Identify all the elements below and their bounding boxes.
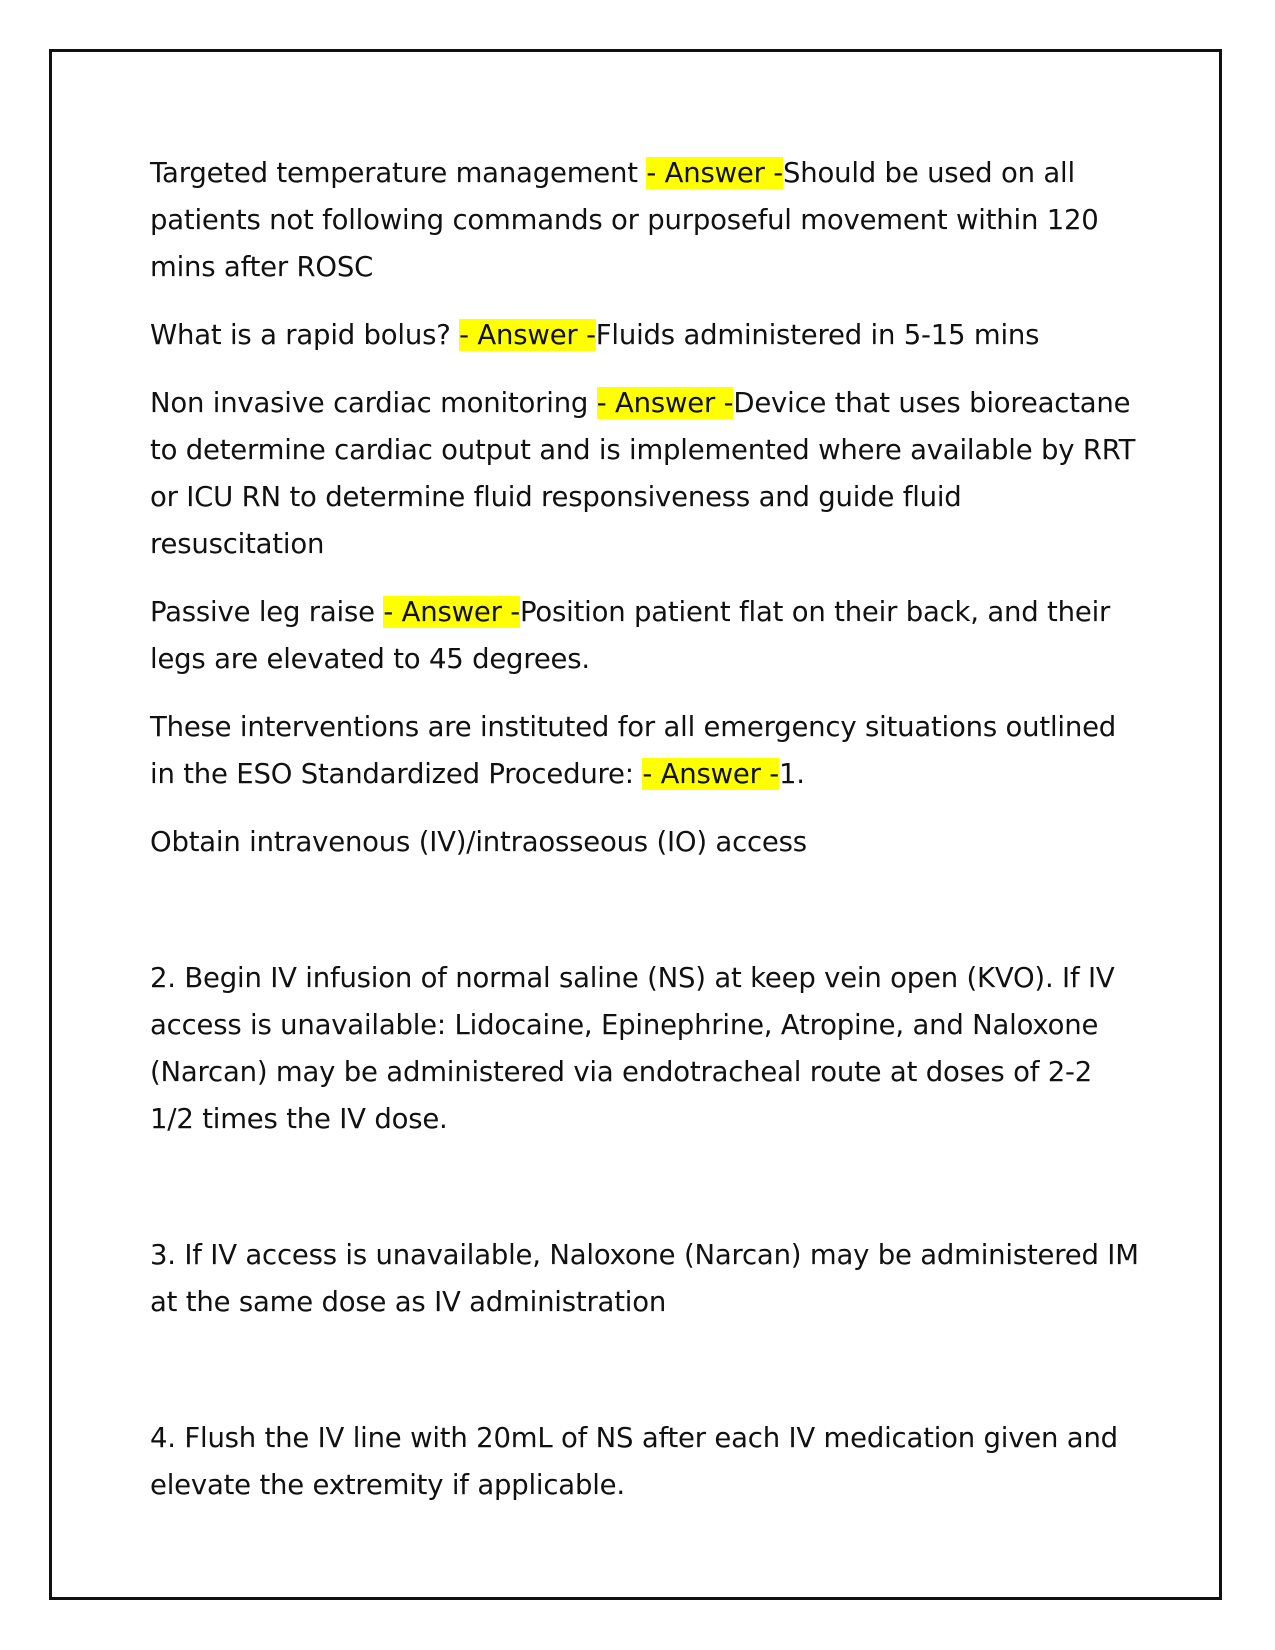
answer-marker: - Answer - [459, 319, 596, 351]
flashcard [150, 312, 1140, 359]
continuation-step: 4. Flush the IV line with 20mL of NS after each IV medication given and elevate the extremity if applicable. [150, 1422, 1118, 1501]
answer-text: 1. [779, 758, 805, 790]
answer-text: Device that uses bioreactane to determine cardiac output and is implemented where available by RRT or ICU RN to determine fluid responsiveness and guide fluid resuscitation [150, 387, 1136, 560]
question-text: Passive leg raise [150, 596, 384, 628]
answer-marker: - Answer - [646, 157, 783, 189]
answer-text: Position patient flat on their back, and their legs are elevated to 45 degrees. [150, 596, 1111, 675]
spacer [150, 887, 1140, 955]
question-text: These interventions are instituted for all emergency situations outlined in the ESO Standardized Procedure: [150, 711, 1117, 790]
answer-marker: - Answer - [383, 596, 520, 628]
spacer [150, 1164, 1140, 1232]
flashcard [150, 150, 1140, 291]
continuation-line: Obtain intravenous (IV)/intraosseous (IO) access [150, 826, 807, 858]
question-text: Non invasive cardiac monitoring [150, 387, 597, 419]
flashcard [150, 380, 1140, 568]
question-text: What is a rapid bolus? [150, 319, 460, 351]
flashcard [150, 589, 1140, 683]
answer-marker: - Answer - [642, 758, 780, 790]
continuation-step: 2. Begin IV infusion of normal saline (NS) at keep vein open (KVO). If IV access is unavailable: Lidocaine, Epinephrine, Atropine, and Naloxone (Narcan) may be administered via endotracheal route at doses of 2-2 1/2 times the IV dose. [150, 962, 1115, 1135]
answer-text: Fluids administered in 5-15 mins [595, 319, 1040, 351]
spacer [150, 1347, 1140, 1415]
flashcard [150, 704, 1140, 798]
answer-marker: - Answer - [596, 387, 734, 419]
document-body [150, 150, 1140, 1530]
answer-text: Should be used on all patients not following commands or purposeful movement within 120 mins after ROSC [150, 157, 1099, 283]
question-text: Targeted temperature management [150, 157, 647, 189]
continuation-step: 3. If IV access is unavailable, Naloxone (Narcan) may be administered IM at the same dose as IV administration [150, 1239, 1139, 1318]
